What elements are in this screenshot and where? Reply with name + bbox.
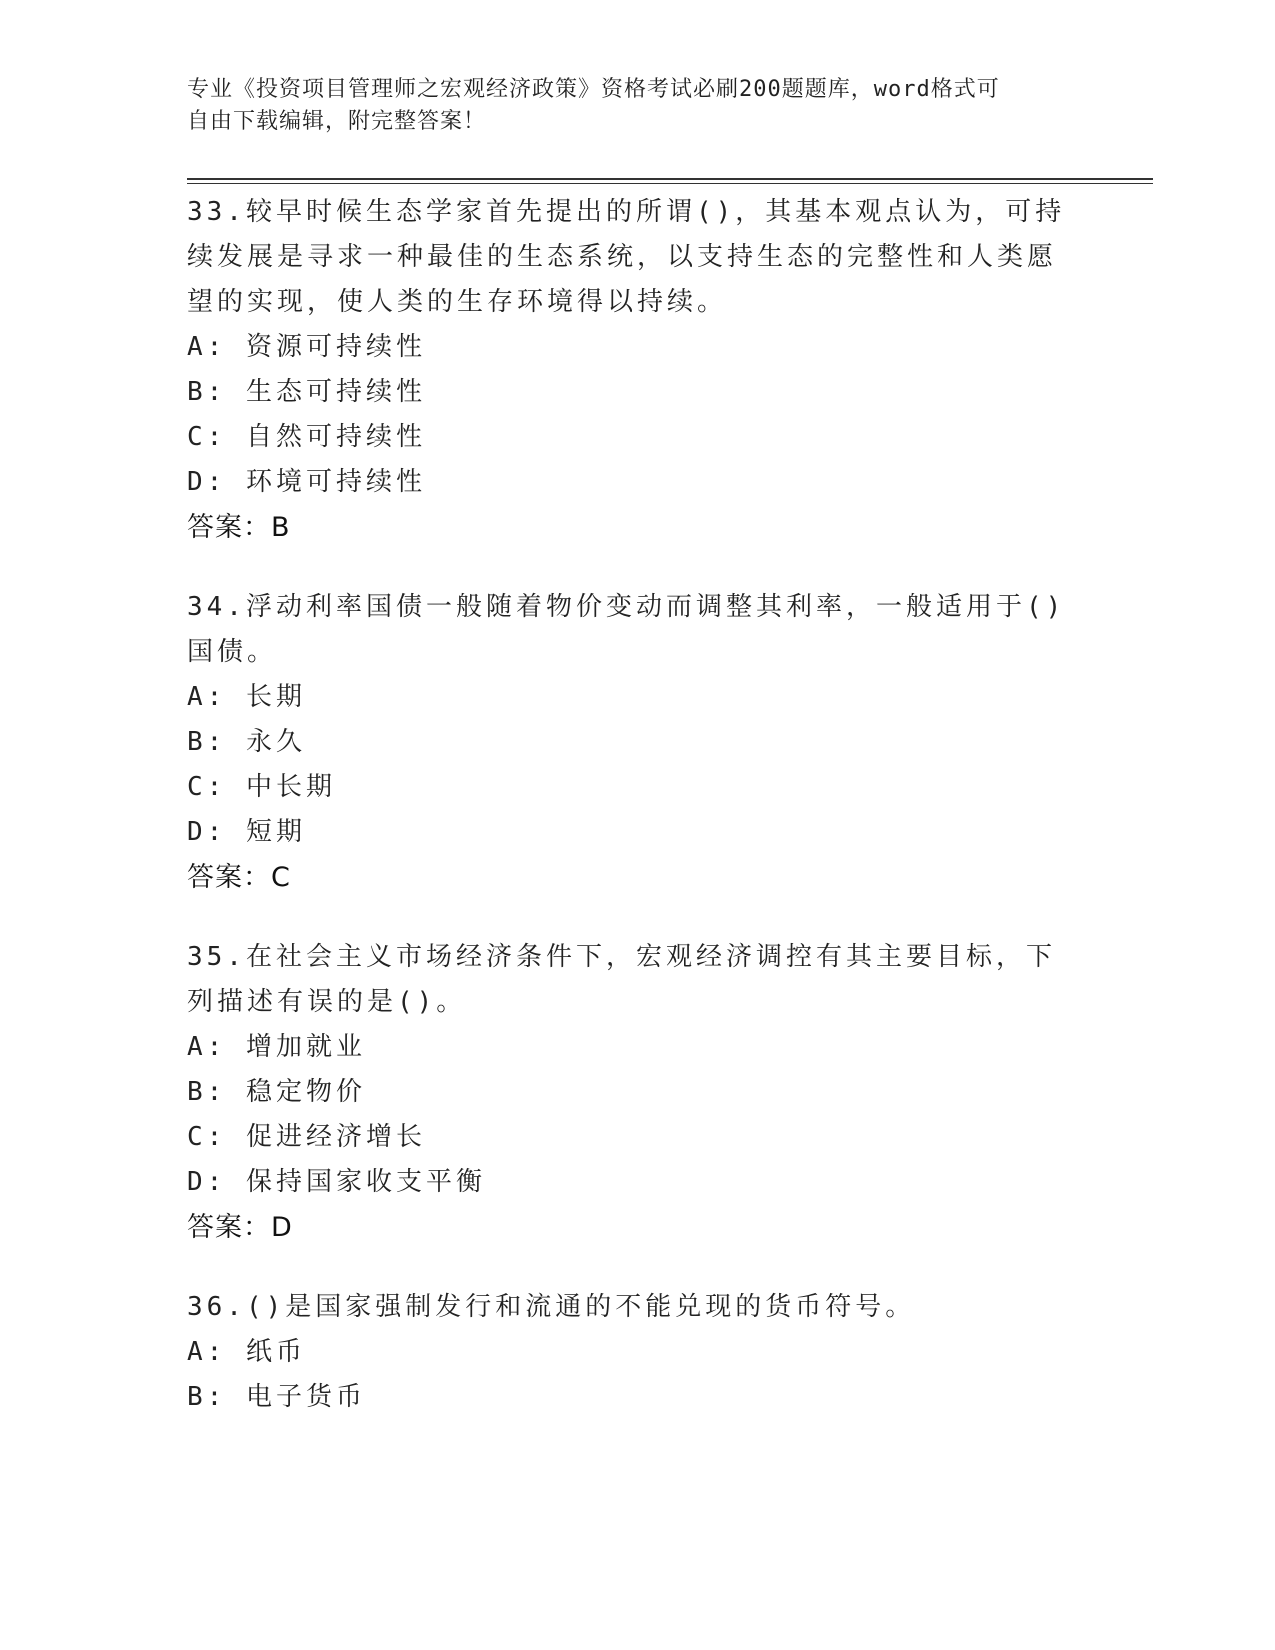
answer-line: 答案：B	[187, 512, 291, 543]
answer-line: 答案：C	[187, 862, 291, 893]
document-header	[187, 74, 1067, 138]
header-divider-thick	[187, 178, 1153, 180]
option-b: B: 永久	[187, 727, 306, 757]
option-d: D: 环境可持续性	[187, 467, 426, 497]
option-a: A: 资源可持续性	[187, 332, 426, 362]
header-line-2: 自由下载编辑，附完整答案！	[187, 109, 487, 134]
option-c: C: 中长期	[187, 772, 336, 802]
question-text: 34.浮动利率国债一般随着物价变动而调整其利率，一般适用于()国债。	[187, 592, 1066, 667]
question-35	[187, 935, 1077, 1251]
header-divider-thin	[187, 183, 1153, 184]
option-d: D: 短期	[187, 817, 306, 847]
option-a: A: 增加就业	[187, 1032, 366, 1062]
question-36	[187, 1285, 1077, 1420]
question-text: 35.在社会主义市场经济条件下，宏观经济调控有其主要目标，下列描述有误的是()。	[187, 942, 1056, 1017]
question-34	[187, 585, 1077, 901]
option-a: A: 长期	[187, 682, 306, 712]
option-c: C: 自然可持续性	[187, 422, 426, 452]
option-c: C: 促进经济增长	[187, 1122, 426, 1152]
option-a: A: 纸币	[187, 1337, 306, 1367]
option-b: B: 稳定物价	[187, 1077, 366, 1107]
question-text: 36.()是国家强制发行和流通的不能兑现的货币符号。	[187, 1292, 916, 1322]
question-33	[187, 190, 1077, 551]
option-b: B: 生态可持续性	[187, 377, 426, 407]
question-list	[187, 190, 1077, 1454]
option-b: B: 电子货币	[187, 1382, 366, 1412]
option-d: D: 保持国家收支平衡	[187, 1167, 486, 1197]
header-line-1: 专业《投资项目管理师之宏观经济政策》资格考试必刷200题题库，word格式可	[187, 77, 1000, 102]
question-text: 33.较早时候生态学家首先提出的所谓()，其基本观点认为，可持续发展是寻求一种最佳的生态系统，以支持生态的完整性和人类愿望的实现，使人类的生存环境得以持续。	[187, 197, 1066, 317]
answer-line: 答案：D	[187, 1212, 293, 1243]
